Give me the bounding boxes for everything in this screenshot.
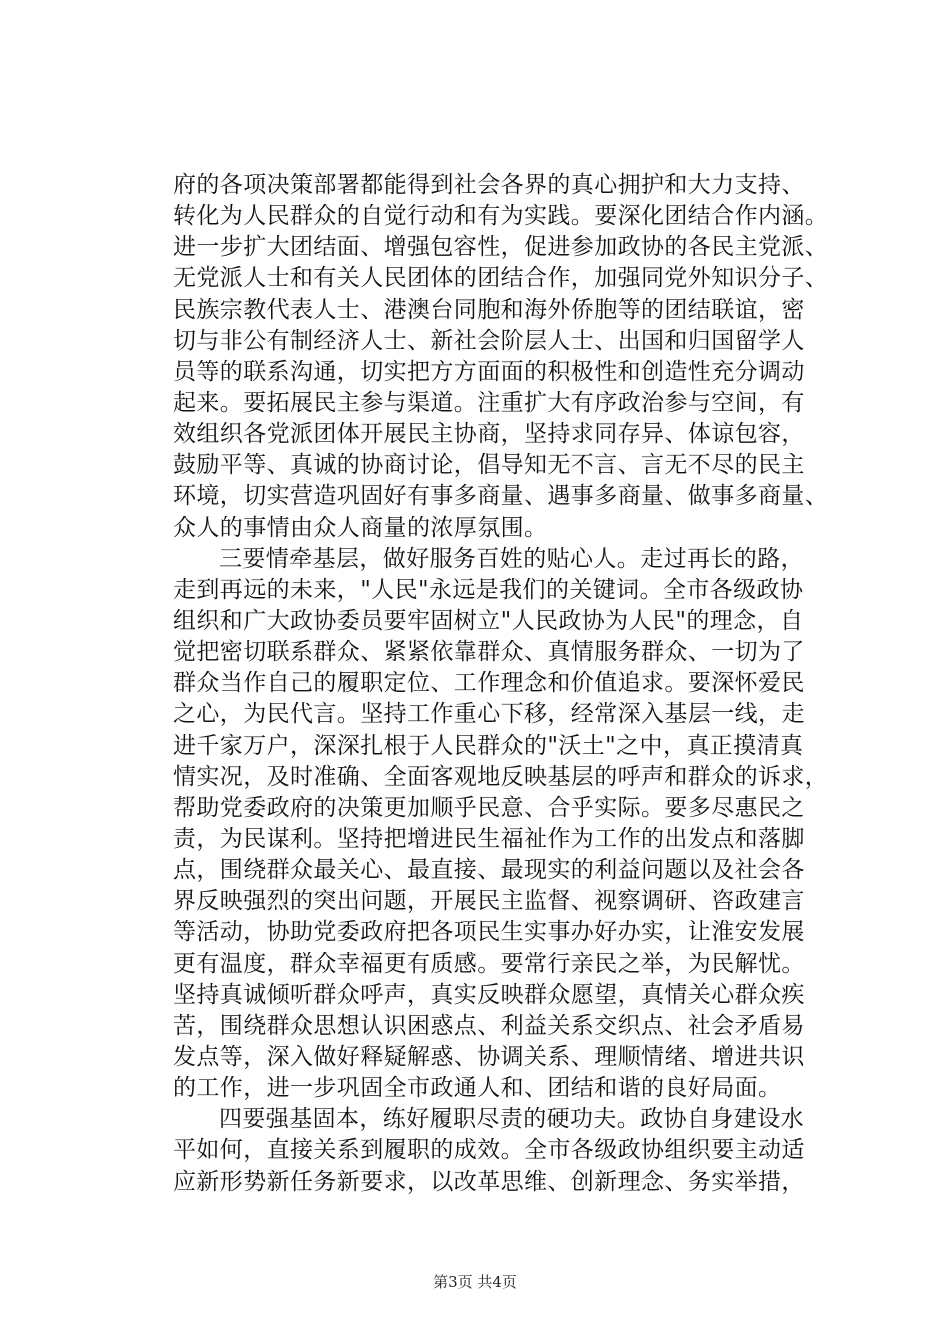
text-line: 应新形势新任务新要求，以改革思维、创新理念、务实举措，: [173, 1168, 805, 1195]
text-line: 环境，切实营造巩固好有事多商量、遇事多商量、做事多商量、: [173, 483, 829, 510]
paragraph-start-line: 四要强基固本，练好履职尽责的硬功夫。政协自身建设水: [219, 1106, 804, 1133]
text-line: 民族宗教代表人士、港澳台同胞和海外侨胞等的团结联谊，密: [173, 296, 805, 323]
text-line: 员等的联系沟通，切实把方方面面的积极性和创造性充分调动: [173, 358, 805, 385]
text-line: 鼓励平等、真诚的协商讨论，倡导知无不言、言无不尽的民主: [173, 452, 805, 479]
text-line: 走到再远的未来，"人民"永远是我们的关键词。全市各级政协: [173, 576, 804, 603]
body-text: [173, 170, 863, 1198]
text-line: 责，为民谋利。坚持把增进民生福祉作为工作的出发点和落脚: [173, 825, 805, 852]
text-line: 坚持真诚倾听群众呼声，真实反映群众愿望，真情关心群众疾: [173, 981, 805, 1008]
text-line: 点，围绕群众最关心、最直接、最现实的利益问题以及社会各: [173, 857, 805, 884]
text-line: 的工作，进一步巩固全市政通人和、团结和谐的良好局面。: [173, 1075, 782, 1102]
text-line: 界反映强烈的突出问题，开展民主监督、视察调研、咨政建言: [173, 888, 805, 915]
text-line: 苦，围绕群众思想认识困惑点、利益关系交织点、社会矛盾易: [173, 1012, 805, 1039]
text-line: 平如何，直接关系到履职的成效。全市各级政协组织要主动适: [173, 1137, 805, 1164]
text-line: 帮助党委政府的决策更加顺乎民意、合乎实际。要多尽惠民之: [173, 794, 805, 821]
text-line: 无党派人士和有关人民团体的团结合作，加强同党外知识分子、: [173, 265, 829, 292]
text-line: 切与非公有制经济人士、新社会阶层人士、出国和归国留学人: [173, 327, 805, 354]
text-line: 起来。要拓展民主参与渠道。注重扩大有序政治参与空间，有: [173, 389, 805, 416]
text-line: 发点等，深入做好释疑解惑、协调关系、理顺情绪、增进共识: [173, 1043, 805, 1070]
text-line: 进千家万户，深深扎根于人民群众的"沃土"之中，真正摸清真: [173, 732, 804, 759]
paragraph-start-line: 三要情牵基层，做好服务百姓的贴心人。走过再长的路，: [219, 545, 804, 572]
text-line: 群众当作自己的履职定位、工作理念和价值追求。要深怀爱民: [173, 670, 805, 697]
text-line: 等活动，协助党委政府把各项民生实事办好办实，让淮安发展: [173, 919, 805, 946]
text-line: 觉把密切联系群众、紧紧依靠群众、真情服务群众、一切为了: [173, 639, 805, 666]
text-line: 之心，为民代言。坚持工作重心下移，经常深入基层一线，走: [173, 701, 805, 728]
text-line: 效组织各党派团体开展民主协商，坚持求同存异、体谅包容，: [173, 421, 805, 448]
text-line: 府的各项决策部署都能得到社会各界的真心拥护和大力支持、: [173, 172, 805, 198]
text-line: 情实况，及时准确、全面客观地反映基层的呼声和群众的诉求，: [173, 763, 829, 790]
text-line: 进一步扩大团结面、增强包容性，促进参加政协的各民主党派、: [173, 234, 829, 261]
text-line: 更有温度，群众幸福更有质感。要常行亲民之举，为民解忧。: [173, 950, 805, 977]
text-line: 转化为人民群众的自觉行动和有为实践。要深化团结合作内涵。: [173, 203, 829, 230]
page-footer: 第3页 共4页: [433, 1273, 517, 1291]
text-line: 组织和广大政协委员要牢固树立"人民政协为人民"的理念，自: [173, 607, 804, 634]
text-line: 众人的事情由众人商量的浓厚氛围。: [173, 514, 548, 541]
